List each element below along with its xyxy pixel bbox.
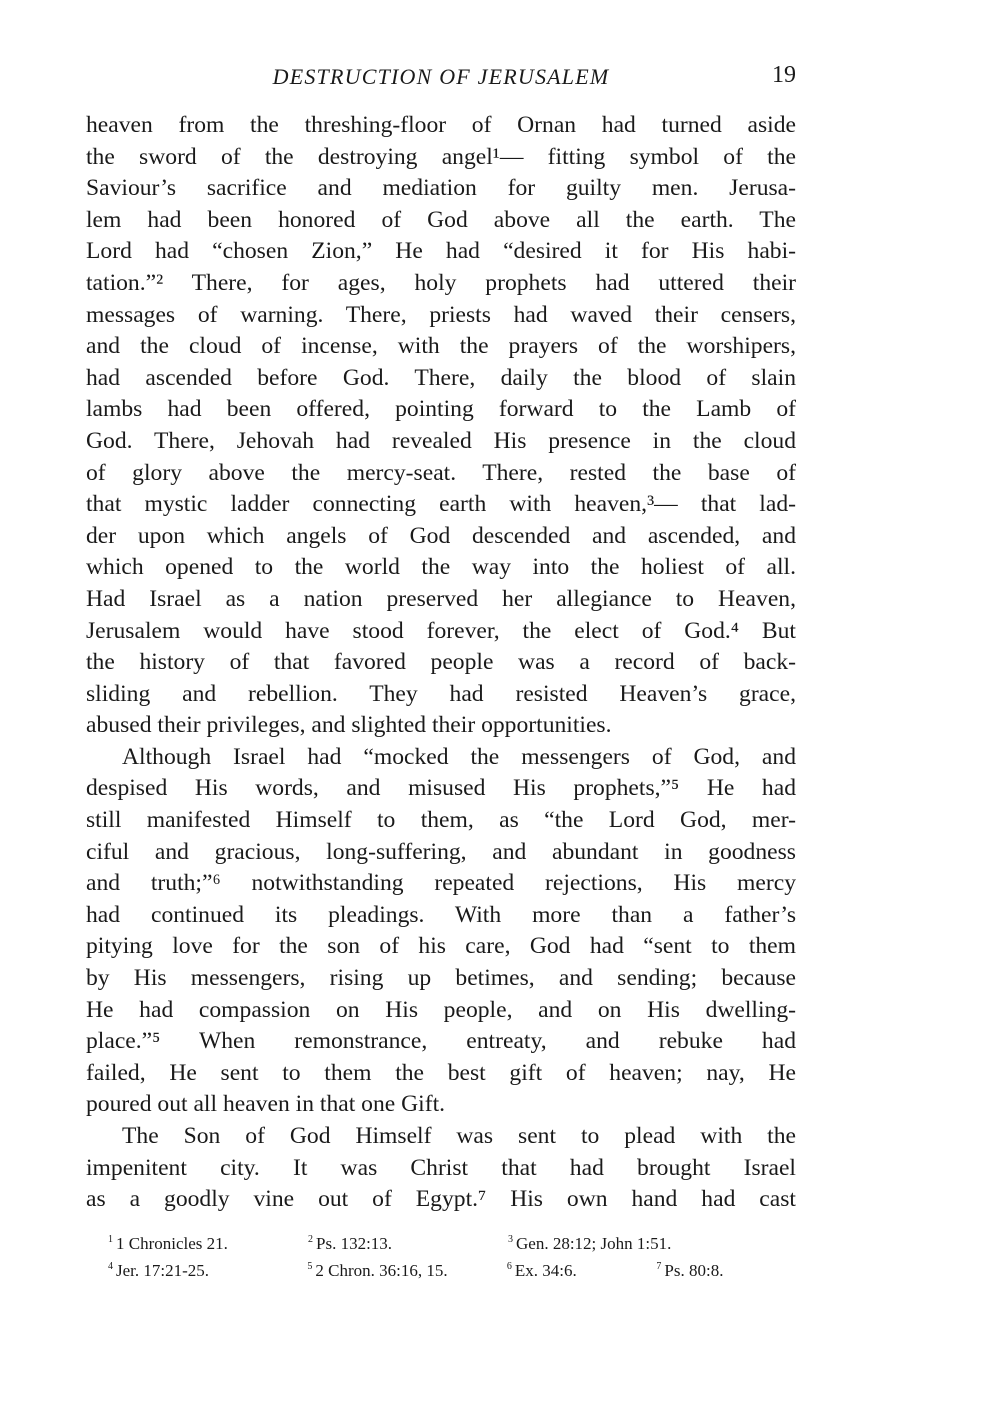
footnote [508, 1228, 672, 1255]
text-line: He had compassion on His people, and on His dwelling- [86, 996, 796, 1023]
footnote-mark: 7 [656, 1260, 662, 1272]
text-line: that mystic ladder connecting earth with heaven,³— that lad- [86, 491, 796, 518]
text-line: impenitent city. It was Christ that had brought Israel [86, 1154, 796, 1181]
footnote-text: 1 Chronicles 21. [116, 1233, 228, 1253]
text-line: the sword of the destroying angel¹— fitting symbol of the [86, 143, 796, 170]
book-page [86, 62, 796, 1282]
text-line: despised His words, and misused His prophets,”⁵ He had [86, 775, 796, 802]
text-line: sliding and rebellion. They had resisted Heaven’s grace, [86, 680, 796, 707]
text-line: and the cloud of incense, with the prayers of the worshipers, [86, 333, 796, 360]
footnote-mark: 4 [108, 1260, 113, 1272]
text-line: failed, He sent to them the best gift of heaven; nay, He [86, 1059, 796, 1086]
text-line: Saviour’s sacrifice and mediation for guilty men. Jerusa- [86, 175, 796, 202]
text-line: as a goodly vine out of Egypt.⁷ His own hand had cast [86, 1186, 796, 1213]
footnote [656, 1255, 796, 1282]
footnote-text: Jer. 17:21-25. [116, 1260, 210, 1280]
footnote-text: Ps. 80:8. [664, 1260, 724, 1280]
footnote [108, 1255, 307, 1282]
text-line: God. There, Jehovah had revealed His presence in the cloud [86, 427, 796, 454]
text-line: Jerusalem would have stood forever, the elect of God.⁴ But [86, 617, 796, 644]
text-line: and truth;”⁶ notwithstanding repeated rejections, His mercy [86, 870, 796, 897]
text-line: of glory above the mercy-seat. There, rested the base of [86, 459, 796, 486]
body-text [86, 110, 796, 1216]
footnote [507, 1255, 657, 1282]
footnote-mark: 1 [108, 1233, 113, 1245]
footnote-text: Gen. 28:12; John 1:51. [516, 1233, 672, 1253]
text-line: Although Israel had “mocked the messengers of God, and [122, 743, 796, 770]
text-line: The Son of God Himself was sent to plead with the [122, 1123, 796, 1149]
text-line: Had Israel as a nation preserved her allegiance to Heaven, [86, 585, 796, 612]
page-number: 19 [772, 62, 796, 88]
text-line: messages of warning. There, priests had waved their censers, [86, 301, 796, 328]
running-title: DESTRUCTION OF JERUSALEM [272, 64, 610, 89]
text-line: had ascended before God. There, daily the blood of slain [86, 364, 796, 391]
footnote-mark: 3 [508, 1233, 513, 1245]
text-line: poured out all heaven in that one Gift. [86, 1091, 446, 1118]
text-line: place.”⁵ When remonstrance, entreaty, and rebuke had [86, 1028, 796, 1055]
text-line: by His messengers, rising up betimes, and sending; because [86, 965, 796, 992]
footnotes [86, 1228, 796, 1282]
footnote [307, 1255, 506, 1282]
text-line: the history of that favored people was a record of back- [86, 649, 796, 676]
text-line: lambs had been offered, pointing forward to the Lamb of [86, 396, 796, 423]
text-line: which opened to the world the way into the holiest of all. [86, 554, 796, 581]
footnote-text: Ps. 132:13. [316, 1233, 393, 1253]
text-line: pitying love for the son of his care, God had “sent to them [86, 933, 796, 960]
text-line: had continued its pleadings. With more than a father’s [86, 901, 796, 928]
text-line: der upon which angels of God descended and ascended, and [86, 522, 796, 549]
footnote-text: 2 Chron. 36:16, 15. [315, 1260, 448, 1280]
running-head [86, 62, 796, 98]
text-line: ciful and gracious, long-suffering, and abundant in goodness [86, 838, 796, 865]
footnote-text: Ex. 34:6. [514, 1260, 577, 1280]
paragraph-2 [86, 742, 796, 1121]
footnote-row [108, 1255, 796, 1282]
footnote-mark: 6 [506, 1260, 512, 1272]
text-line: Lord had “chosen Zion,” He had “desired it for His habi- [86, 238, 796, 265]
paragraph-1 [86, 110, 796, 742]
footnote [108, 1228, 308, 1255]
text-line: heaven from the threshing-floor of Ornan had turned aside [86, 112, 796, 138]
footnote-mark: 2 [308, 1233, 313, 1245]
text-line: tation.”² There, for ages, holy prophets had uttered their [86, 269, 796, 296]
paragraph-3 [86, 1121, 796, 1216]
text-line: lem had been honored of God above all the earth. The [86, 206, 796, 233]
text-line: still manifested Himself to them, as “the Lord God, mer- [86, 807, 796, 834]
text-line: abused their privileges, and slighted their opportunities. [86, 712, 612, 739]
footnote-row [108, 1228, 796, 1255]
footnote-mark: 5 [307, 1260, 313, 1272]
footnote [308, 1228, 508, 1255]
